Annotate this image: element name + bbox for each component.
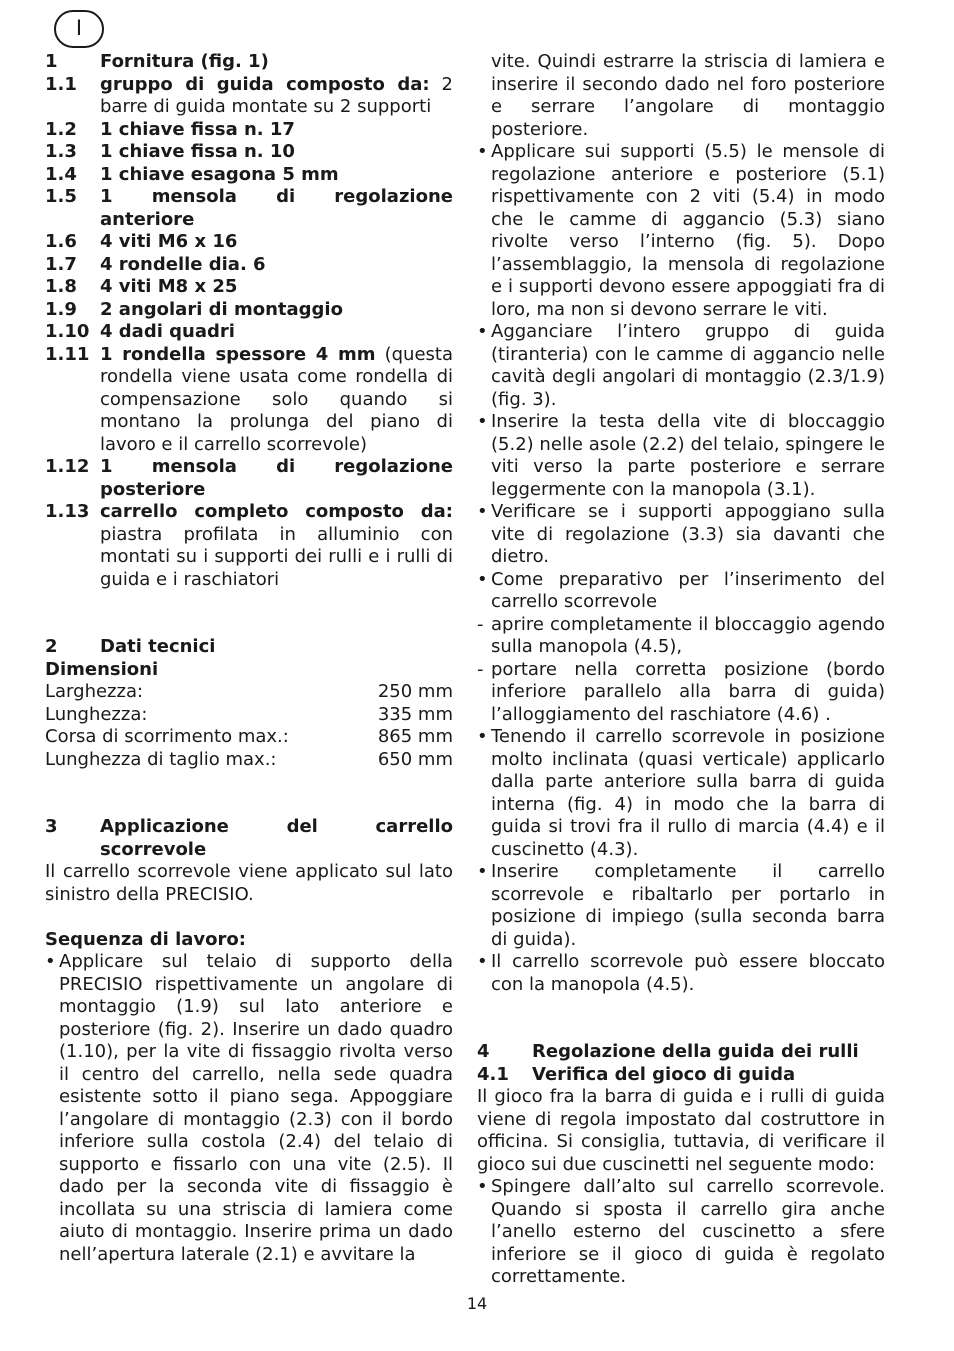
bullet-icon: • xyxy=(477,726,488,747)
item-bold-text: 1 chiave fissa n. 10 xyxy=(100,141,295,162)
bullet-icon: • xyxy=(477,321,488,342)
list-item-text: Inserire completamente il carrello scorrevole e ribaltarlo per portarlo in posizione di impiego (sulla seconda barra di guida). xyxy=(491,861,885,950)
item-bold-text: 4 dadi quadri xyxy=(100,321,235,342)
item-bold-text: gruppo di guida composto da: xyxy=(100,73,430,95)
item-text xyxy=(100,141,453,164)
section-title: Regolazione della guida dei rulli xyxy=(532,1041,859,1062)
bullet-icon: • xyxy=(45,951,56,972)
item-number: 1.4 xyxy=(45,163,77,185)
item-number: 1.1 xyxy=(45,73,77,95)
item-text xyxy=(100,456,453,501)
item-description: 2 barre di guida montate su 2 supporti xyxy=(100,73,453,117)
supply-item xyxy=(45,456,453,501)
item-bold-text: 1 chiave esagona 5 mm xyxy=(100,163,339,185)
section-title: Verifica del gioco di guida xyxy=(532,1063,796,1085)
item-text xyxy=(100,119,453,142)
list-item-text: portare nella corretta posizione (bordo inferiore parallelo alla barra di guida) l’alloggiamento del raschiatore (4.6) . xyxy=(491,658,885,725)
item-text xyxy=(100,321,453,344)
dimension-row xyxy=(45,749,453,772)
left-column xyxy=(45,51,453,1266)
dimension-value: 335 mm xyxy=(377,703,453,725)
item-bold-text: carrello completo composto da: xyxy=(100,501,453,522)
list-item xyxy=(477,501,885,569)
dimension-label: Lunghezza: xyxy=(45,703,148,725)
item-text xyxy=(100,186,453,231)
list-item-text: Come preparativo per l’inserimento del carrello scorrevole xyxy=(491,568,885,612)
item-text xyxy=(100,254,453,277)
section-number: 4.1 xyxy=(477,1063,509,1085)
supply-item xyxy=(45,74,453,119)
dimension-row xyxy=(45,704,453,727)
item-text xyxy=(100,164,453,187)
supply-item xyxy=(45,299,453,322)
list-item-text: aprire completamente il bloccaggio agendo sulla manopola (4.5), xyxy=(491,613,885,657)
item-text xyxy=(100,276,453,299)
supply-item xyxy=(45,276,453,299)
list-item xyxy=(477,614,885,659)
list-item-text: Applicare sul telaio di supporto della PRECISIO rispettivamente un angolare di montaggio (1.9) sul lato anteriore e posteriore (fig. 2). Inserire un dado quadro (1.10), per la vite di fissaggio rivolta verso il centro del carrello, nella sede quadra esistente sotto il piano sega. Appoggiare l’angolare di montaggio (2.3) con il bordo inferiore sulla costola (2.4) del telaio di supporto e fissarlo con una vite (2.5). Il dado per la seconda vite di fissaggio è incollata su una striscia di lamiera come aiuto di montaggio. Inserire prima un dado nell’apertura laterale (2.1) e avvitare la xyxy=(59,951,453,1265)
list-item xyxy=(477,321,885,411)
section-title: Fornitura (fig. 1) xyxy=(100,51,269,72)
item-bold-text: 1 mensola di regolazione anteriore xyxy=(100,186,453,230)
supply-item xyxy=(45,141,453,164)
dimensions-table xyxy=(45,681,453,771)
dimension-label: Lunghezza di taglio max.: xyxy=(45,748,277,770)
item-text xyxy=(100,231,453,254)
item-text xyxy=(100,74,453,119)
item-number: 1.8 xyxy=(45,276,77,297)
supply-item xyxy=(45,186,453,231)
dash-list xyxy=(477,614,885,727)
bullet-icon: • xyxy=(477,951,488,972)
list-item xyxy=(477,951,885,996)
dimension-value: 250 mm xyxy=(377,681,453,702)
dimension-label: Corsa di scorrimento max.: xyxy=(45,726,289,747)
dimension-value: 650 mm xyxy=(377,748,453,770)
item-bold-text: 2 angolari di montaggio xyxy=(100,298,343,320)
supply-item xyxy=(45,164,453,187)
bullet-icon: • xyxy=(477,141,488,162)
item-bold-text: 4 viti M8 x 25 xyxy=(100,276,238,297)
item-bold-text: 1 mensola di regolazione posteriore xyxy=(100,456,453,500)
item-number: 1.9 xyxy=(45,298,77,320)
section-number: 4 xyxy=(477,1041,490,1062)
list-item-text: Inserire la testa della vite di bloccaggio (5.2) nelle asole (2.2) del telaio, spingere le viti verso la parte posteriore e serrare leggermente con la manopola (3.1). xyxy=(491,411,885,500)
list-item xyxy=(477,569,885,614)
dash-icon: - xyxy=(477,658,484,680)
item-bold-text: 4 rondelle dia. 6 xyxy=(100,253,266,275)
section-title: Applicazione del carrello scorrevole xyxy=(100,816,453,860)
section-4-1-heading xyxy=(477,1064,885,1087)
dimension-label: Larghezza: xyxy=(45,681,144,702)
section-3-paragraph: Il carrello scorrevole viene applicato sul lato sinistro della PRECISIO. xyxy=(45,861,453,905)
supply-list xyxy=(45,74,453,592)
item-number: 1.10 xyxy=(45,321,90,342)
item-number: 1.6 xyxy=(45,231,77,252)
steps-list xyxy=(477,141,885,614)
list-item xyxy=(477,659,885,727)
item-description: piastra profilata in alluminio con montati su i supporti dei rulli e i rulli di guida e i raschiatori xyxy=(100,523,453,590)
dimensions-subtitle: Dimensioni xyxy=(45,658,159,680)
item-text xyxy=(100,344,453,457)
section-3-heading xyxy=(45,816,453,861)
section-4-1-paragraph: Il gioco fra la barra di guida e i rulli di guida viene di regola impostato dal costruttore in officina. Si consiglia, tuttavia, di verificare il gioco sui due cuscinetti nel seguente modo: xyxy=(477,1086,885,1175)
section-1-heading xyxy=(45,51,453,74)
bullet-icon: • xyxy=(477,501,488,522)
list-item xyxy=(477,726,885,861)
supply-item xyxy=(45,321,453,344)
item-number: 1.3 xyxy=(45,141,77,162)
section-number: 1 xyxy=(45,51,58,72)
continuation-text: vite. Quindi estrarre la striscia di lamiera e inserire il secondo dado nel foro posteriore e serrare l’angolare di montaggio posteriore. xyxy=(491,51,885,140)
list-item-text: Il carrello scorrevole può essere bloccato con la manopola (4.5). xyxy=(491,951,885,995)
list-item-text: Applicare sui supporti (5.5) le mensole di regolazione anteriore e posteriore (5.1) rispettivamente con 2 viti (5.4) in modo che le camme di aggancio (5.3) siano rivolte verso l’interno (fig. 5). Dopo l’assemblaggio, la mensola di regolazione e i supporti devono essere appoggiati fra di loro, ma non si devono serrare le viti. xyxy=(491,141,885,320)
supply-item xyxy=(45,254,453,277)
right-column xyxy=(477,51,885,1289)
bullet-icon: • xyxy=(477,1176,488,1197)
dash-icon: - xyxy=(477,613,484,635)
list-item xyxy=(477,411,885,501)
item-bold-text: 1 rondella spessore 4 mm xyxy=(100,343,376,365)
item-number: 1.5 xyxy=(45,186,77,207)
dimension-row xyxy=(45,681,453,704)
list-item xyxy=(477,141,885,321)
bullet-icon: • xyxy=(477,568,488,590)
item-description: (questa rondella viene usata come rondella di compensazione solo quando si montano la prolunga del piano di lavoro e il carrello scorrevole) xyxy=(100,343,453,455)
list-item-text: Verificare se i supporti appoggiano sulla vite di regolazione (3.3) sia davanti che dietro. xyxy=(491,501,885,567)
bullet-icon: • xyxy=(477,411,488,432)
item-number: 1.11 xyxy=(45,343,90,365)
bullet-icon: • xyxy=(477,861,488,882)
section-number: 2 xyxy=(45,636,58,657)
list-item-text: Tenendo il carrello scorrevole in posizione molto inclinata (quasi verticale) applicarlo dalla parte anteriore sulla barra di guida interna (fig. 4) in modo che la barra di guida si trovi fra il rullo di marcia (4.4) e il cuscinetto (4.3). xyxy=(491,726,885,860)
item-number: 1.2 xyxy=(45,118,77,140)
work-sequence-title: Sequenza di lavoro: xyxy=(45,928,246,950)
supply-item xyxy=(45,231,453,254)
language-badge: I xyxy=(54,10,104,48)
list-item xyxy=(477,1176,885,1289)
section-4-heading xyxy=(477,1041,885,1064)
list-item-text: Agganciare l’intero gruppo di guida (tiranteria) con le camme di aggancio nelle cavità degli angolari di montaggio (2.3/1.9) (fig. 3). xyxy=(491,321,885,410)
item-text xyxy=(100,501,453,591)
steps-list-2 xyxy=(477,726,885,996)
supply-item xyxy=(45,344,453,457)
item-text xyxy=(100,299,453,322)
section-2-heading xyxy=(45,636,453,659)
list-item-text: Spingere dall’alto sul carrello scorrevole. Quando si sposta il carrello gira anche l’anello esterno del cuscinetto a sfere inferiore se il gioco di guida è regolato correttamente. xyxy=(491,1176,885,1287)
item-number: 1.7 xyxy=(45,253,77,275)
page-number: 14 xyxy=(466,1294,488,1313)
item-number: 1.12 xyxy=(45,456,90,477)
item-bold-text: 4 viti M6 x 16 xyxy=(100,231,238,252)
supply-item xyxy=(45,501,453,591)
item-number: 1.13 xyxy=(45,501,90,522)
section-number: 3 xyxy=(45,816,58,837)
continuation-row xyxy=(477,51,885,141)
item-bold-text: 1 chiave fissa n. 17 xyxy=(100,118,295,140)
dimension-row xyxy=(45,726,453,749)
dimension-value: 865 mm xyxy=(377,726,453,747)
supply-item xyxy=(45,119,453,142)
list-item xyxy=(477,861,885,951)
section-title: Dati tecnici xyxy=(100,636,216,657)
list-item xyxy=(45,951,453,1266)
